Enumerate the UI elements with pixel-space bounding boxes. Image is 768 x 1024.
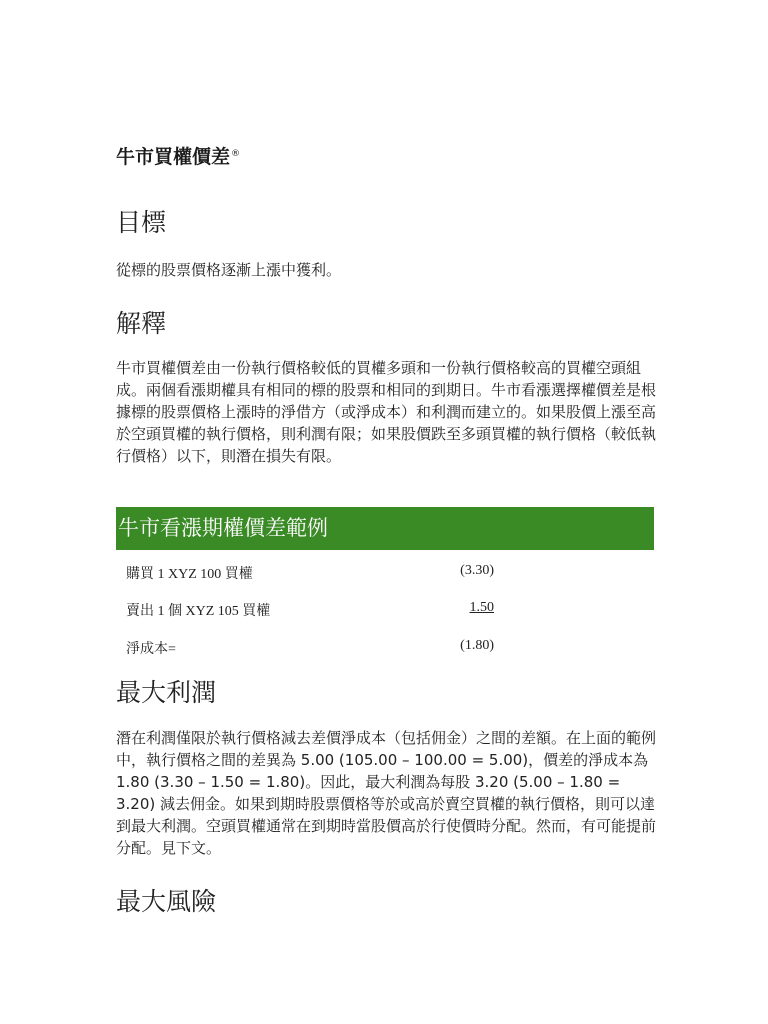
max-profit-text: 潛在利潤僅限於執行價格減去差價淨成本（包括佣金）之間的差額。在上面的範例中，執行價格之間的差異為 5.00 (105.00 – 100.00 = 5.00)，價差的淨成本為 1.80 (3.30 – 1.50 = 1.80)。因此，最大利潤為每股 3.20 (5.00 – 1.80 = 3.20) 減去佣金。如果到期時股票價格等於或高於賣空買權的執行價格，則可以達到最大利潤。空頭買權通常在到期時當股價高於行使價時分配。然而，有可能提前分配。見下文。 [116, 729, 657, 857]
document-title-text: 牛市買權價差 [116, 146, 231, 168]
objective-text: 從標的股票價格逐漸上漲中獲利。 [116, 261, 342, 279]
example-row-label: 淨成本= [126, 642, 176, 657]
example-row-value: (3.30) [460, 563, 494, 578]
explanation-heading: 解釋 [116, 309, 167, 338]
max-profit-heading: 最大利潤 [116, 678, 217, 707]
example-row-label: 賣出 1 個 XYZ 105 買權 [126, 604, 271, 619]
max-risk-heading: 最大風險 [116, 887, 217, 916]
example-banner: 牛市看漲期權價差範例 [116, 507, 654, 550]
registered-mark: ® [231, 148, 241, 159]
explanation-text: 牛市買權價差由一份執行價格較低的買權多頭和一份執行價格較高的買權空頭組成。兩個看漲期權具有相同的標的股票和相同的到期日。牛市看漲選擇權價差是根據標的股票價格上漲時的淨借方（或淨成本）和利潤而建立的。如果股價上漲至高於空頭買權的執行價格，則利潤有限；如果股價跌至多頭買權的執行價格（較低執行價格）以下，則潛在損失有限。 [116, 359, 657, 465]
objective-heading: 目標 [116, 208, 167, 237]
document-title [116, 142, 240, 169]
example-row-label: 購買 1 XYZ 100 買權 [126, 567, 253, 582]
example-row-value: 1.50 [469, 600, 494, 615]
example-row-value: (1.80) [460, 638, 494, 653]
